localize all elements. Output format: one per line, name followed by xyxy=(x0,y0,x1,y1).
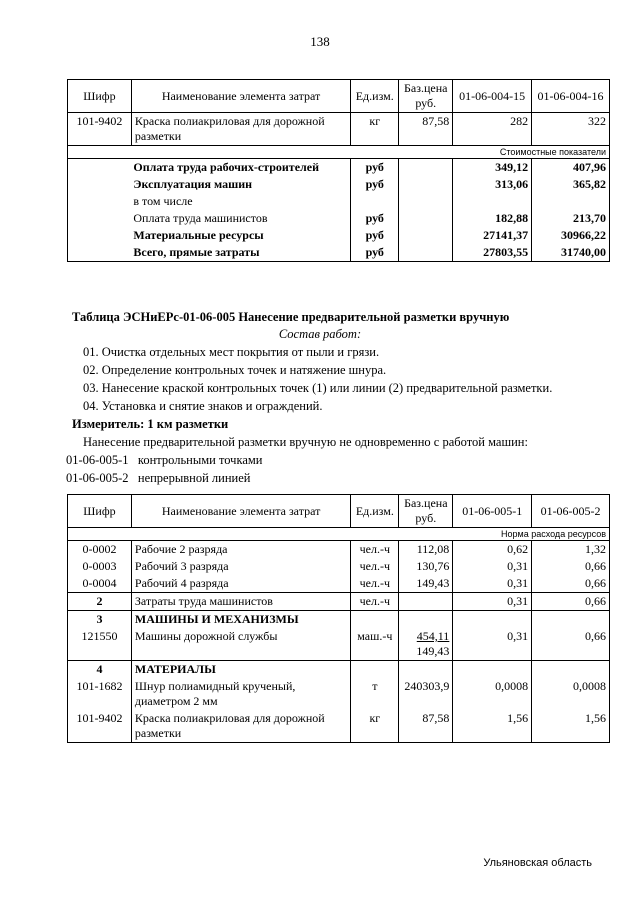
machines-section-row xyxy=(68,611,610,629)
variant-name: контрольными точками xyxy=(137,453,263,467)
cost-v1 xyxy=(453,193,532,210)
material-price: 87,58 xyxy=(399,710,453,743)
composition-title: Состав работ: xyxy=(278,327,362,341)
machine-name: Машины дорожной службы xyxy=(131,628,350,661)
cost-row xyxy=(68,210,610,227)
material-v2: 1,56 xyxy=(532,710,610,743)
item-name: Краска полиакриловая для дорожной разметки xyxy=(131,113,350,146)
page-number: 138 xyxy=(310,34,330,49)
composition-item: 03. Нанесение краской контрольных точек (1) или линии (2) предварительной разметки. xyxy=(83,381,553,395)
machinist-code: 2 xyxy=(68,593,132,611)
header-base-price: Баз.цена руб. xyxy=(399,495,453,528)
cost-row xyxy=(68,244,610,262)
worker-code: 0-0002 xyxy=(68,541,132,559)
machinist-price xyxy=(399,593,453,611)
cost-v1: 27141,37 xyxy=(453,227,532,244)
cost-v1: 182,88 xyxy=(453,210,532,227)
header-base-price: Баз.цена руб. xyxy=(399,80,453,113)
worker-unit: чел.-ч xyxy=(351,558,399,575)
machine-code: 121550 xyxy=(68,628,132,661)
cost-spacer xyxy=(68,210,132,227)
header-col2: 01-06-005-2 xyxy=(532,495,610,528)
materials-section-row xyxy=(68,661,610,679)
machines-section-code: 3 xyxy=(68,611,132,629)
worker-row xyxy=(68,558,610,575)
table-row xyxy=(68,113,610,146)
worker-v2: 1,32 xyxy=(532,541,610,559)
table2-title: Таблица ЭСНиЕРс-01-06-005 Нанесение предварительной разметки вручную xyxy=(72,310,510,324)
worker-v1: 0,31 xyxy=(453,558,532,575)
material-unit: т xyxy=(351,678,399,710)
worker-price: 130,76 xyxy=(399,558,453,575)
cost-row xyxy=(68,176,610,193)
cost-v2: 31740,00 xyxy=(532,244,610,262)
variant-1 xyxy=(66,453,263,468)
cost-v2 xyxy=(532,193,610,210)
machinist-unit: чел.-ч xyxy=(351,593,399,611)
cost-v1: 27803,55 xyxy=(453,244,532,262)
header-name: Наименование элемента затрат xyxy=(131,495,350,528)
materials-section-code: 4 xyxy=(68,661,132,679)
table-header xyxy=(68,495,610,528)
header-col1: 01-06-005-1 xyxy=(453,495,532,528)
cost-row xyxy=(68,227,610,244)
machine-unit: маш.-ч xyxy=(351,628,399,661)
material-price: 240303,9 xyxy=(399,678,453,710)
cost-name: Оплата труда машинистов xyxy=(131,210,350,227)
cost-v2: 365,82 xyxy=(532,176,610,193)
worker-price: 149,43 xyxy=(399,575,453,593)
machine-v1: 0,31 xyxy=(453,628,532,661)
worker-unit: чел.-ч xyxy=(351,575,399,593)
header-col1: 01-06-004-15 xyxy=(453,80,532,113)
worker-row xyxy=(68,575,610,593)
worker-code: 0-0004 xyxy=(68,575,132,593)
worker-unit: чел.-ч xyxy=(351,541,399,559)
material-code: 101-9402 xyxy=(68,710,132,743)
machines-section-name: МАШИНЫ И МЕХАНИЗМЫ xyxy=(131,611,350,629)
worker-name: Рабочие 2 разряда xyxy=(131,541,350,559)
material-row xyxy=(68,678,610,710)
composition-item: 04. Установка и снятие знаков и ограждений. xyxy=(83,399,323,413)
variant-code: 01-06-005-2 xyxy=(66,471,129,485)
section-label: Стоимостные показатели xyxy=(68,146,610,159)
cost-unit: руб xyxy=(351,210,399,227)
meter: Измеритель: 1 км разметки xyxy=(72,417,229,431)
cost-price-empty xyxy=(399,210,453,227)
cost-name: в том числе xyxy=(131,193,350,210)
cost-price-empty xyxy=(399,244,453,262)
material-v2: 0,0008 xyxy=(532,678,610,710)
cost-price-empty xyxy=(399,176,453,193)
variant-name: непрерывной линией xyxy=(137,471,251,485)
variant-code: 01-06-005-1 xyxy=(66,453,129,467)
item-v2: 322 xyxy=(532,113,610,146)
cost-spacer xyxy=(68,244,132,262)
description: Нанесение предварительной разметки вручную не одновременно с работой машин: xyxy=(83,435,528,449)
cost-unit: руб xyxy=(351,176,399,193)
cost-row xyxy=(68,159,610,177)
resource-table xyxy=(67,494,610,743)
cost-name: Материальные ресурсы xyxy=(131,227,350,244)
cost-row xyxy=(68,193,610,210)
cost-v1: 313,06 xyxy=(453,176,532,193)
composition-item: 02. Определение контрольных точек и натяжение шнура. xyxy=(83,363,387,377)
material-row xyxy=(68,710,610,743)
cost-spacer xyxy=(68,193,132,210)
machine-v2: 0,66 xyxy=(532,628,610,661)
cost-unit xyxy=(351,193,399,210)
cost-spacer xyxy=(68,227,132,244)
machine-price-top: 454,11 xyxy=(416,629,450,643)
header-name: Наименование элемента затрат xyxy=(131,80,350,113)
cost-price-empty xyxy=(399,193,453,210)
machinist-name: Затраты труда машинистов xyxy=(131,593,350,611)
worker-price: 112,08 xyxy=(399,541,453,559)
norm-label-row xyxy=(68,528,610,541)
cost-unit: руб xyxy=(351,244,399,262)
material-v1: 0,0008 xyxy=(453,678,532,710)
worker-code: 0-0003 xyxy=(68,558,132,575)
machine-row xyxy=(68,628,610,661)
worker-v1: 0,62 xyxy=(453,541,532,559)
variant-2 xyxy=(66,471,250,486)
cost-spacer xyxy=(68,176,132,193)
material-unit: кг xyxy=(351,710,399,743)
cost-v2: 30966,22 xyxy=(532,227,610,244)
section-label-row xyxy=(68,146,610,159)
worker-name: Рабочий 3 разряда xyxy=(131,558,350,575)
worker-v2: 0,66 xyxy=(532,575,610,593)
cost-table-1 xyxy=(67,79,610,262)
item-v1: 282 xyxy=(453,113,532,146)
cost-unit: руб xyxy=(351,159,399,177)
cost-v2: 213,70 xyxy=(532,210,610,227)
header-col2: 01-06-004-16 xyxy=(532,80,610,113)
worker-v1: 0,31 xyxy=(453,575,532,593)
item-code: 101-9402 xyxy=(68,113,132,146)
materials-section-name: МАТЕРИАЛЫ xyxy=(131,661,350,679)
cost-name: Эксплуатация машин xyxy=(131,176,350,193)
machinist-row xyxy=(68,593,610,611)
material-v1: 1,56 xyxy=(453,710,532,743)
machine-price-bottom: 149,43 xyxy=(416,644,450,658)
header-unit: Ед.изм. xyxy=(351,495,399,528)
machinist-v1: 0,31 xyxy=(453,593,532,611)
header-code: Шифр xyxy=(68,495,132,528)
cost-name: Оплата труда рабочих-строителей xyxy=(131,159,350,177)
table-header xyxy=(68,80,610,113)
cost-price-empty xyxy=(399,227,453,244)
item-price: 87,58 xyxy=(399,113,453,146)
worker-row xyxy=(68,541,610,559)
material-code: 101-1682 xyxy=(68,678,132,710)
cost-name: Всего, прямые затраты xyxy=(131,244,350,262)
footer-region: Ульяновская область xyxy=(483,857,592,869)
cost-v2: 407,96 xyxy=(532,159,610,177)
item-unit: кг xyxy=(351,113,399,146)
cost-spacer xyxy=(68,159,132,177)
cost-unit: руб xyxy=(351,227,399,244)
composition-item: 01. Очистка отдельных мест покрытия от пыли и грязи. xyxy=(83,345,380,359)
cost-v1: 349,12 xyxy=(453,159,532,177)
worker-v2: 0,66 xyxy=(532,558,610,575)
header-code: Шифр xyxy=(68,80,132,113)
material-name: Краска полиакриловая для дорожной разметки xyxy=(131,710,350,743)
machine-price xyxy=(399,628,453,661)
worker-name: Рабочий 4 разряда xyxy=(131,575,350,593)
header-unit: Ед.изм. xyxy=(351,80,399,113)
material-name: Шнур полиамидный крученый, диаметром 2 мм xyxy=(131,678,350,710)
norm-label: Норма расхода ресурсов xyxy=(68,528,610,541)
cost-price-empty xyxy=(399,159,453,177)
machinist-v2: 0,66 xyxy=(532,593,610,611)
